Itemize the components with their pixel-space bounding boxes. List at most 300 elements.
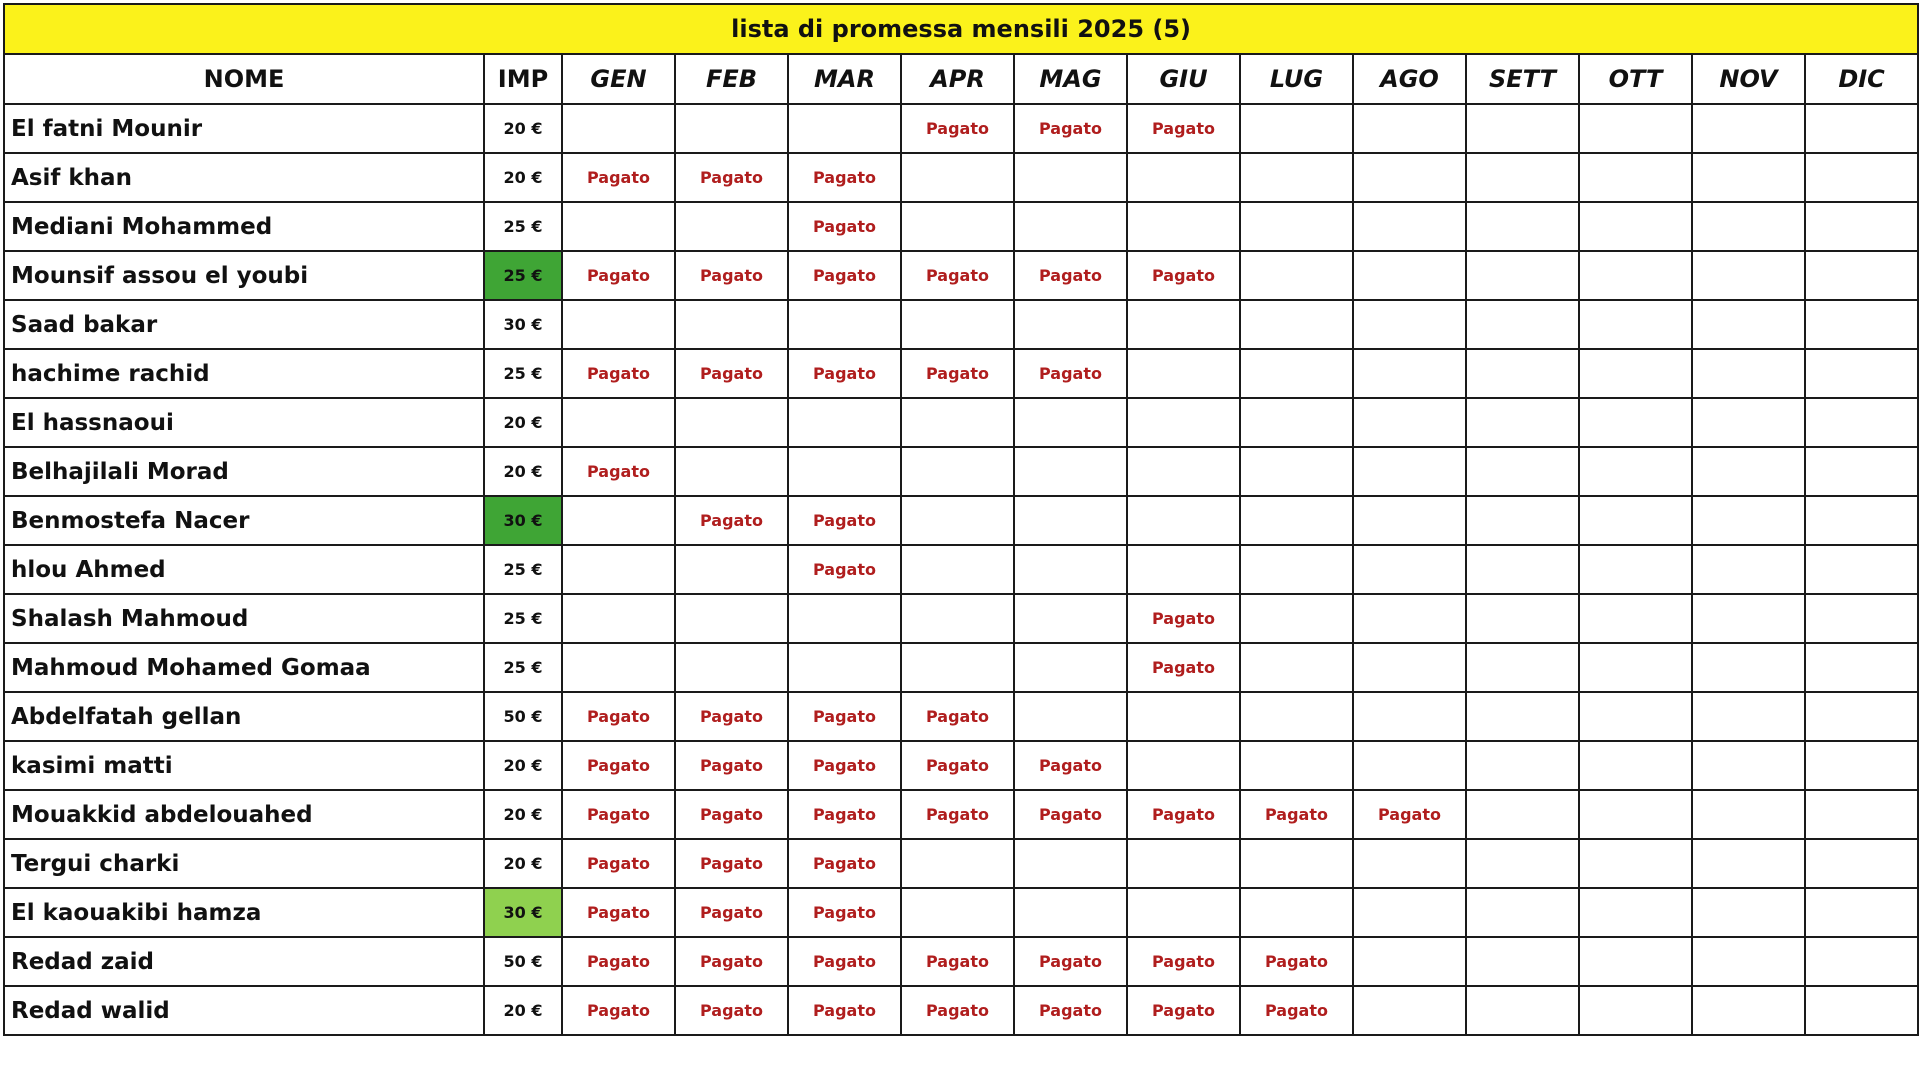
month-cell-feb[interactable]: Pagato	[675, 692, 788, 741]
amount-cell[interactable]: 30 €	[484, 888, 562, 937]
month-cell-mar[interactable]: Pagato	[788, 839, 901, 888]
member-name-cell[interactable]: El hassnaoui	[4, 398, 484, 447]
month-cell-apr[interactable]	[901, 496, 1014, 545]
month-cell-lug[interactable]: Pagato	[1240, 790, 1353, 839]
month-cell-sett[interactable]	[1466, 790, 1579, 839]
month-cell-mar[interactable]: Pagato	[788, 153, 901, 202]
table-row	[4, 300, 1918, 349]
month-cell-mag[interactable]	[1014, 545, 1127, 594]
amount-cell[interactable]: 20 €	[484, 153, 562, 202]
month-cell-lug[interactable]	[1240, 692, 1353, 741]
month-cell-dic[interactable]	[1805, 986, 1918, 1035]
month-cell-sett[interactable]	[1466, 349, 1579, 398]
month-cell-lug[interactable]	[1240, 104, 1353, 153]
month-cell-lug[interactable]: Pagato	[1240, 986, 1353, 1035]
month-cell-gen[interactable]	[562, 643, 675, 692]
month-cell-nov[interactable]	[1692, 986, 1805, 1035]
month-cell-nov[interactable]	[1692, 104, 1805, 153]
month-cell-nov[interactable]	[1692, 496, 1805, 545]
column-header-month[interactable]: SETT	[1466, 54, 1579, 104]
month-cell-mar[interactable]	[788, 594, 901, 643]
month-cell-gen[interactable]: Pagato	[562, 986, 675, 1035]
month-cell-ott[interactable]	[1579, 790, 1692, 839]
month-cell-gen[interactable]: Pagato	[562, 937, 675, 986]
column-header-month[interactable]: APR	[901, 54, 1014, 104]
month-cell-mar[interactable]: Pagato	[788, 888, 901, 937]
month-cell-lug[interactable]	[1240, 251, 1353, 300]
month-cell-ott[interactable]	[1579, 545, 1692, 594]
month-cell-nov[interactable]	[1692, 790, 1805, 839]
column-header-month[interactable]: AGO	[1353, 54, 1466, 104]
month-cell-giu[interactable]: Pagato	[1127, 643, 1240, 692]
month-cell-dic[interactable]	[1805, 545, 1918, 594]
month-cell-mar[interactable]: Pagato	[788, 545, 901, 594]
month-cell-mag[interactable]: Pagato	[1014, 937, 1127, 986]
month-cell-gen[interactable]: Pagato	[562, 741, 675, 790]
table-row	[4, 104, 1918, 153]
month-cell-mag[interactable]	[1014, 839, 1127, 888]
month-cell-mar[interactable]: Pagato	[788, 741, 901, 790]
member-name-cell[interactable]: Mahmoud Mohamed Gomaa	[4, 643, 484, 692]
month-cell-mar[interactable]: Pagato	[788, 692, 901, 741]
month-cell-lug[interactable]	[1240, 447, 1353, 496]
month-cell-sett[interactable]	[1466, 741, 1579, 790]
month-cell-sett[interactable]	[1466, 986, 1579, 1035]
month-cell-ago[interactable]	[1353, 839, 1466, 888]
month-cell-feb[interactable]	[675, 104, 788, 153]
table-row	[4, 202, 1918, 251]
month-cell-mar[interactable]: Pagato	[788, 202, 901, 251]
column-header-month[interactable]: GEN	[562, 54, 675, 104]
month-cell-gen[interactable]	[562, 104, 675, 153]
month-cell-ago[interactable]	[1353, 937, 1466, 986]
month-cell-feb[interactable]: Pagato	[675, 496, 788, 545]
month-cell-feb[interactable]: Pagato	[675, 986, 788, 1035]
member-name-cell[interactable]: Saad bakar	[4, 300, 484, 349]
month-cell-ott[interactable]	[1579, 447, 1692, 496]
table-row	[4, 545, 1918, 594]
month-cell-ago[interactable]	[1353, 643, 1466, 692]
month-cell-lug[interactable]	[1240, 839, 1353, 888]
month-cell-dic[interactable]	[1805, 741, 1918, 790]
column-header-month[interactable]: GIU	[1127, 54, 1240, 104]
member-name-cell[interactable]: Mounsif assou el youbi	[4, 251, 484, 300]
month-cell-dic[interactable]	[1805, 398, 1918, 447]
month-cell-apr[interactable]: Pagato	[901, 937, 1014, 986]
month-cell-ott[interactable]	[1579, 888, 1692, 937]
amount-cell[interactable]: 25 €	[484, 545, 562, 594]
month-cell-apr[interactable]	[901, 398, 1014, 447]
amount-cell[interactable]: 20 €	[484, 398, 562, 447]
month-cell-dic[interactable]	[1805, 153, 1918, 202]
month-cell-gen[interactable]	[562, 202, 675, 251]
month-cell-sett[interactable]	[1466, 251, 1579, 300]
month-cell-lug[interactable]	[1240, 741, 1353, 790]
member-name-cell[interactable]: Asif khan	[4, 153, 484, 202]
month-cell-dic[interactable]	[1805, 888, 1918, 937]
table-row	[4, 398, 1918, 447]
sheet-title[interactable]: lista di promessa mensili 2025 (5)	[4, 4, 1918, 54]
month-cell-giu[interactable]: Pagato	[1127, 986, 1240, 1035]
month-cell-gen[interactable]: Pagato	[562, 251, 675, 300]
month-cell-feb[interactable]	[675, 447, 788, 496]
month-cell-sett[interactable]	[1466, 937, 1579, 986]
month-cell-ago[interactable]	[1353, 741, 1466, 790]
member-name-cell[interactable]: hachime rachid	[4, 349, 484, 398]
month-cell-apr[interactable]	[901, 447, 1014, 496]
month-cell-giu[interactable]	[1127, 300, 1240, 349]
month-cell-ago[interactable]	[1353, 594, 1466, 643]
month-cell-mag[interactable]	[1014, 643, 1127, 692]
column-header-name[interactable]: NOME	[4, 54, 484, 104]
month-cell-lug[interactable]	[1240, 594, 1353, 643]
month-cell-apr[interactable]	[901, 839, 1014, 888]
month-cell-nov[interactable]	[1692, 153, 1805, 202]
month-cell-lug[interactable]	[1240, 496, 1353, 545]
amount-cell[interactable]: 25 €	[484, 349, 562, 398]
month-cell-nov[interactable]	[1692, 692, 1805, 741]
month-cell-giu[interactable]	[1127, 153, 1240, 202]
amount-cell[interactable]: 20 €	[484, 104, 562, 153]
month-cell-apr[interactable]: Pagato	[901, 104, 1014, 153]
month-cell-ott[interactable]	[1579, 643, 1692, 692]
amount-cell[interactable]: 20 €	[484, 790, 562, 839]
month-cell-mar[interactable]	[788, 104, 901, 153]
month-cell-apr[interactable]: Pagato	[901, 790, 1014, 839]
month-cell-feb[interactable]: Pagato	[675, 349, 788, 398]
member-name-cell[interactable]: Redad walid	[4, 986, 484, 1035]
month-cell-ago[interactable]	[1353, 545, 1466, 594]
month-cell-lug[interactable]	[1240, 888, 1353, 937]
amount-cell[interactable]: 25 €	[484, 643, 562, 692]
month-cell-ago[interactable]	[1353, 300, 1466, 349]
column-header-month[interactable]: FEB	[675, 54, 788, 104]
month-cell-mag[interactable]	[1014, 594, 1127, 643]
month-cell-mar[interactable]	[788, 398, 901, 447]
month-cell-giu[interactable]	[1127, 496, 1240, 545]
month-cell-nov[interactable]	[1692, 545, 1805, 594]
month-cell-apr[interactable]	[901, 202, 1014, 251]
month-cell-mag[interactable]	[1014, 202, 1127, 251]
month-cell-ott[interactable]	[1579, 153, 1692, 202]
month-cell-apr[interactable]: Pagato	[901, 986, 1014, 1035]
column-header-month[interactable]: OTT	[1579, 54, 1692, 104]
amount-cell[interactable]: 50 €	[484, 937, 562, 986]
month-cell-ott[interactable]	[1579, 692, 1692, 741]
amount-cell[interactable]: 30 €	[484, 300, 562, 349]
month-cell-nov[interactable]	[1692, 839, 1805, 888]
month-cell-sett[interactable]	[1466, 496, 1579, 545]
member-name-cell[interactable]: Tergui charki	[4, 839, 484, 888]
table-row	[4, 692, 1918, 741]
month-cell-lug[interactable]	[1240, 300, 1353, 349]
month-cell-giu[interactable]: Pagato	[1127, 937, 1240, 986]
month-cell-mar[interactable]	[788, 447, 901, 496]
month-cell-mag[interactable]: Pagato	[1014, 741, 1127, 790]
month-cell-ago[interactable]	[1353, 398, 1466, 447]
month-cell-mar[interactable]: Pagato	[788, 986, 901, 1035]
month-cell-dic[interactable]	[1805, 790, 1918, 839]
member-name-cell[interactable]: Shalash Mahmoud	[4, 594, 484, 643]
month-cell-giu[interactable]	[1127, 741, 1240, 790]
month-cell-feb[interactable]	[675, 398, 788, 447]
amount-cell[interactable]: 50 €	[484, 692, 562, 741]
month-cell-sett[interactable]	[1466, 202, 1579, 251]
month-cell-mag[interactable]	[1014, 447, 1127, 496]
month-cell-feb[interactable]: Pagato	[675, 251, 788, 300]
month-cell-mag[interactable]: Pagato	[1014, 790, 1127, 839]
month-cell-dic[interactable]	[1805, 104, 1918, 153]
month-cell-dic[interactable]	[1805, 251, 1918, 300]
month-cell-giu[interactable]: Pagato	[1127, 790, 1240, 839]
month-cell-apr[interactable]: Pagato	[901, 251, 1014, 300]
month-cell-dic[interactable]	[1805, 839, 1918, 888]
month-cell-ago[interactable]	[1353, 104, 1466, 153]
month-cell-nov[interactable]	[1692, 937, 1805, 986]
header-row	[4, 54, 1918, 104]
month-cell-lug[interactable]	[1240, 153, 1353, 202]
month-cell-apr[interactable]: Pagato	[901, 349, 1014, 398]
month-cell-dic[interactable]	[1805, 300, 1918, 349]
table-row	[4, 888, 1918, 937]
month-cell-nov[interactable]	[1692, 202, 1805, 251]
month-cell-dic[interactable]	[1805, 594, 1918, 643]
month-cell-giu[interactable]	[1127, 692, 1240, 741]
month-cell-sett[interactable]	[1466, 398, 1579, 447]
column-header-amount[interactable]: IMP	[484, 54, 562, 104]
table-row	[4, 643, 1918, 692]
month-cell-ott[interactable]	[1579, 986, 1692, 1035]
amount-cell[interactable]: 25 €	[484, 251, 562, 300]
month-cell-apr[interactable]	[901, 643, 1014, 692]
month-cell-sett[interactable]	[1466, 447, 1579, 496]
month-cell-mag[interactable]: Pagato	[1014, 251, 1127, 300]
month-cell-mag[interactable]	[1014, 153, 1127, 202]
month-cell-feb[interactable]: Pagato	[675, 839, 788, 888]
amount-cell[interactable]: 20 €	[484, 447, 562, 496]
month-cell-giu[interactable]: Pagato	[1127, 251, 1240, 300]
month-cell-feb[interactable]	[675, 545, 788, 594]
month-cell-lug[interactable]	[1240, 545, 1353, 594]
spreadsheet	[3, 3, 1917, 1077]
month-cell-mag[interactable]	[1014, 398, 1127, 447]
month-cell-gen[interactable]: Pagato	[562, 447, 675, 496]
month-cell-ago[interactable]: Pagato	[1353, 790, 1466, 839]
month-cell-apr[interactable]	[901, 300, 1014, 349]
member-name-cell[interactable]: Redad zaid	[4, 937, 484, 986]
month-cell-ago[interactable]	[1353, 692, 1466, 741]
member-name-cell[interactable]: El fatni Mounir	[4, 104, 484, 153]
month-cell-ago[interactable]	[1353, 986, 1466, 1035]
month-cell-ott[interactable]	[1579, 349, 1692, 398]
month-cell-apr[interactable]	[901, 888, 1014, 937]
column-header-month[interactable]: MAR	[788, 54, 901, 104]
month-cell-nov[interactable]	[1692, 741, 1805, 790]
month-cell-ago[interactable]	[1353, 202, 1466, 251]
month-cell-mag[interactable]: Pagato	[1014, 104, 1127, 153]
month-cell-mag[interactable]	[1014, 300, 1127, 349]
month-cell-giu[interactable]	[1127, 839, 1240, 888]
month-cell-ago[interactable]	[1353, 349, 1466, 398]
month-cell-dic[interactable]	[1805, 496, 1918, 545]
month-cell-ott[interactable]	[1579, 937, 1692, 986]
month-cell-gen[interactable]: Pagato	[562, 349, 675, 398]
column-header-month[interactable]: MAG	[1014, 54, 1127, 104]
month-cell-mar[interactable]: Pagato	[788, 937, 901, 986]
month-cell-apr[interactable]	[901, 545, 1014, 594]
month-cell-lug[interactable]	[1240, 349, 1353, 398]
month-cell-sett[interactable]	[1466, 643, 1579, 692]
month-cell-apr[interactable]: Pagato	[901, 741, 1014, 790]
month-cell-ott[interactable]	[1579, 839, 1692, 888]
month-cell-nov[interactable]	[1692, 300, 1805, 349]
month-cell-feb[interactable]: Pagato	[675, 741, 788, 790]
month-cell-dic[interactable]	[1805, 447, 1918, 496]
member-name-cell[interactable]: Belhajilali Morad	[4, 447, 484, 496]
month-cell-ott[interactable]	[1579, 251, 1692, 300]
amount-cell[interactable]: 30 €	[484, 496, 562, 545]
amount-cell[interactable]: 20 €	[484, 839, 562, 888]
amount-cell[interactable]: 25 €	[484, 594, 562, 643]
table-row	[4, 496, 1918, 545]
month-cell-ott[interactable]	[1579, 202, 1692, 251]
table-row	[4, 937, 1918, 986]
month-cell-nov[interactable]	[1692, 447, 1805, 496]
month-cell-lug[interactable]	[1240, 643, 1353, 692]
month-cell-mag[interactable]	[1014, 888, 1127, 937]
month-cell-lug[interactable]	[1240, 398, 1353, 447]
month-cell-gen[interactable]: Pagato	[562, 790, 675, 839]
month-cell-apr[interactable]: Pagato	[901, 692, 1014, 741]
month-cell-dic[interactable]	[1805, 349, 1918, 398]
amount-cell[interactable]: 20 €	[484, 986, 562, 1035]
month-cell-gen[interactable]: Pagato	[562, 692, 675, 741]
month-cell-mag[interactable]	[1014, 496, 1127, 545]
month-cell-nov[interactable]	[1692, 349, 1805, 398]
month-cell-lug[interactable]	[1240, 202, 1353, 251]
month-cell-giu[interactable]	[1127, 545, 1240, 594]
month-cell-gen[interactable]	[562, 594, 675, 643]
month-cell-nov[interactable]	[1692, 643, 1805, 692]
month-cell-mar[interactable]: Pagato	[788, 349, 901, 398]
month-cell-nov[interactable]	[1692, 251, 1805, 300]
month-cell-gen[interactable]	[562, 545, 675, 594]
month-cell-giu[interactable]	[1127, 398, 1240, 447]
month-cell-ott[interactable]	[1579, 398, 1692, 447]
month-cell-sett[interactable]	[1466, 839, 1579, 888]
payments-table	[3, 3, 1919, 1036]
month-cell-lug[interactable]: Pagato	[1240, 937, 1353, 986]
month-cell-mag[interactable]: Pagato	[1014, 986, 1127, 1035]
column-header-month[interactable]: NOV	[1692, 54, 1805, 104]
month-cell-mar[interactable]: Pagato	[788, 496, 901, 545]
month-cell-giu[interactable]	[1127, 349, 1240, 398]
month-cell-feb[interactable]	[675, 643, 788, 692]
month-cell-gen[interactable]: Pagato	[562, 839, 675, 888]
month-cell-nov[interactable]	[1692, 594, 1805, 643]
amount-cell[interactable]: 25 €	[484, 202, 562, 251]
month-cell-giu[interactable]: Pagato	[1127, 594, 1240, 643]
month-cell-feb[interactable]: Pagato	[675, 937, 788, 986]
month-cell-ago[interactable]	[1353, 496, 1466, 545]
month-cell-mar[interactable]	[788, 643, 901, 692]
table-row	[4, 153, 1918, 202]
member-name-cell[interactable]: Benmostefa Nacer	[4, 496, 484, 545]
month-cell-feb[interactable]: Pagato	[675, 888, 788, 937]
month-cell-feb[interactable]: Pagato	[675, 790, 788, 839]
month-cell-apr[interactable]	[901, 153, 1014, 202]
amount-cell[interactable]: 20 €	[484, 741, 562, 790]
member-name-cell[interactable]: kasimi matti	[4, 741, 484, 790]
month-cell-giu[interactable]	[1127, 447, 1240, 496]
month-cell-sett[interactable]	[1466, 153, 1579, 202]
month-cell-ott[interactable]	[1579, 594, 1692, 643]
month-cell-sett[interactable]	[1466, 545, 1579, 594]
title-row	[4, 4, 1918, 54]
month-cell-sett[interactable]	[1466, 104, 1579, 153]
month-cell-gen[interactable]: Pagato	[562, 888, 675, 937]
month-cell-gen[interactable]	[562, 496, 675, 545]
month-cell-gen[interactable]: Pagato	[562, 153, 675, 202]
month-cell-mar[interactable]: Pagato	[788, 790, 901, 839]
month-cell-feb[interactable]	[675, 594, 788, 643]
member-name-cell[interactable]: Abdelfatah gellan	[4, 692, 484, 741]
month-cell-giu[interactable]	[1127, 888, 1240, 937]
month-cell-giu[interactable]	[1127, 202, 1240, 251]
table-row	[4, 741, 1918, 790]
member-name-cell[interactable]: Mediani Mohammed	[4, 202, 484, 251]
month-cell-nov[interactable]	[1692, 888, 1805, 937]
month-cell-feb[interactable]: Pagato	[675, 153, 788, 202]
month-cell-apr[interactable]	[901, 594, 1014, 643]
table-row	[4, 594, 1918, 643]
month-cell-mar[interactable]: Pagato	[788, 251, 901, 300]
month-cell-sett[interactable]	[1466, 888, 1579, 937]
month-cell-gen[interactable]	[562, 300, 675, 349]
month-cell-gen[interactable]	[562, 398, 675, 447]
column-header-month[interactable]: DIC	[1805, 54, 1918, 104]
month-cell-dic[interactable]	[1805, 937, 1918, 986]
month-cell-mar[interactable]	[788, 300, 901, 349]
month-cell-ott[interactable]	[1579, 741, 1692, 790]
month-cell-giu[interactable]: Pagato	[1127, 104, 1240, 153]
month-cell-ott[interactable]	[1579, 104, 1692, 153]
month-cell-dic[interactable]	[1805, 202, 1918, 251]
table-row	[4, 839, 1918, 888]
month-cell-ago[interactable]	[1353, 888, 1466, 937]
month-cell-mag[interactable]	[1014, 692, 1127, 741]
month-cell-ago[interactable]	[1353, 447, 1466, 496]
member-name-cell[interactable]: Mouakkid abdelouahed	[4, 790, 484, 839]
month-cell-ott[interactable]	[1579, 300, 1692, 349]
month-cell-ago[interactable]	[1353, 153, 1466, 202]
month-cell-dic[interactable]	[1805, 643, 1918, 692]
column-header-month[interactable]: LUG	[1240, 54, 1353, 104]
month-cell-ott[interactable]	[1579, 496, 1692, 545]
member-name-cell[interactable]: hlou Ahmed	[4, 545, 484, 594]
month-cell-feb[interactable]	[675, 300, 788, 349]
month-cell-feb[interactable]	[675, 202, 788, 251]
month-cell-nov[interactable]	[1692, 398, 1805, 447]
table-row	[4, 251, 1918, 300]
month-cell-sett[interactable]	[1466, 594, 1579, 643]
month-cell-dic[interactable]	[1805, 692, 1918, 741]
month-cell-ago[interactable]	[1353, 251, 1466, 300]
month-cell-mag[interactable]: Pagato	[1014, 349, 1127, 398]
member-name-cell[interactable]: El kaouakibi hamza	[4, 888, 484, 937]
month-cell-sett[interactable]	[1466, 300, 1579, 349]
month-cell-sett[interactable]	[1466, 692, 1579, 741]
